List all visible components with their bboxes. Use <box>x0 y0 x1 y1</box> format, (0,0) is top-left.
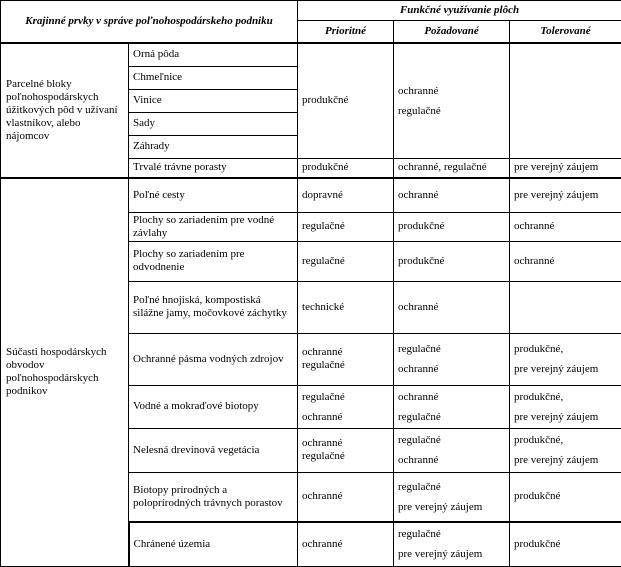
row4-tolerovane-1: produkčné, <box>514 343 564 355</box>
parcel-pozadovane <box>394 43 510 159</box>
row6-prioritne <box>298 428 394 472</box>
row4-pozadovane-2: ochranné <box>398 363 439 375</box>
row5-pozadovane <box>394 385 510 428</box>
row6-prioritne-1: ochranné <box>302 437 343 449</box>
item-vinice: Vinice <box>129 89 298 112</box>
item-sady: Sady <box>129 112 298 135</box>
row2-tolerovane: ochranné <box>510 241 621 281</box>
row6-pozadovane <box>394 428 510 472</box>
row4-tolerovane <box>510 333 621 385</box>
row5-prioritne-2: ochranné <box>302 410 343 423</box>
row4-prioritne-1: ochranné <box>302 346 343 358</box>
header-landscape-elements: Krajinné prvky v správe poľnohospodárskeho podniku <box>1 1 298 43</box>
row3-prioritne: technické <box>298 281 394 333</box>
row7-pozadovane <box>394 472 510 522</box>
row8-pozadovane-2: pre verejný záujem <box>398 548 483 561</box>
row2-prioritne: regulačné <box>298 241 394 281</box>
item-zahrady: Záhrady <box>129 135 298 158</box>
item-chranene-uzemia: Chránené územia <box>129 522 298 566</box>
row5-pozadovane-2: regulačné <box>398 410 441 423</box>
group-parcel-blocks: Parcelné bloky poľnohospodárskych úžitkových pôd v užívaní vlastníkov, alebo nájomcov <box>1 43 129 179</box>
row5-prioritne-1: regulačné <box>302 390 345 403</box>
row1-pozadovane: produkčné <box>394 212 510 241</box>
row4-tolerovane-2: pre verejný záujem <box>514 363 599 375</box>
row2-pozadovane: produkčné <box>394 241 510 281</box>
item-polne-cesty: Poľné cesty <box>129 178 298 212</box>
row7-pozadovane-2: pre verejný záujem <box>398 500 483 513</box>
row5-tolerovane-2: pre verejný záujem <box>514 410 599 423</box>
item-ochranne-pasma: Ochranné pásma vodných zdrojov <box>129 333 298 385</box>
row7-pozadovane-1: regulačné <box>398 480 441 493</box>
item-trvale-travne-porasty: Trvalé trávne porasty <box>129 158 298 178</box>
parcel-pozadovane-2: regulačné <box>398 104 441 117</box>
row3-tolerovane <box>510 281 621 333</box>
row5-tolerovane <box>510 385 621 428</box>
parcel-tolerovane <box>510 43 621 159</box>
header-pozadovane: Požadované <box>394 21 510 43</box>
row7-prioritne: ochranné <box>298 472 394 522</box>
header-tolerovane: Tolerované <box>510 21 621 43</box>
row1-prioritne: regulačné <box>298 212 394 241</box>
item-nelesna-vegetacia: Nelesná drevinová vegetácia <box>129 428 298 472</box>
grassland-pozadovane: ochranné, regulačné <box>394 158 510 178</box>
parcel-pozadovane-1: ochranné <box>398 84 439 97</box>
row5-pozadovane-1: ochranné <box>398 390 439 403</box>
item-plochy-zavlahy: Plochy so zariadením pre vodné závlahy <box>129 212 298 241</box>
row6-tolerovane-1: produkčné, <box>514 434 564 446</box>
row6-tolerovane <box>510 428 621 472</box>
parcel-prioritne: produkčné <box>298 43 394 159</box>
row6-tolerovane-2: pre verejný záujem <box>514 454 599 466</box>
row8-prioritne: ochranné <box>298 522 394 566</box>
row8-tolerovane: produkčné <box>510 522 621 566</box>
grassland-tolerovane: pre verejný záujem <box>510 158 621 178</box>
row6-prioritne-2: regulačné <box>302 450 345 462</box>
row4-prioritne-2: regulačné <box>302 359 345 371</box>
row7-tolerovane: produkčné <box>510 472 621 522</box>
row0-prioritne: dopravné <box>298 178 394 212</box>
grassland-prioritne: produkčné <box>298 158 394 178</box>
group-district-parts: Súčasti hospodárskych obvodov poľnohospodárskych podnikov <box>1 178 129 566</box>
row6-pozadovane-1: regulačné <box>398 434 441 446</box>
item-chmelnice: Chmeľnice <box>129 66 298 89</box>
item-biotopy-travnych-porastov: Biotopy prírodných a poloprírodných trávnych porastov <box>129 472 298 522</box>
row5-prioritne <box>298 385 394 428</box>
header-prioritne: Prioritné <box>298 21 394 43</box>
item-polne-hnojiska: Poľné hnojiská, kompostiská silážne jamy, močovkové záchytky <box>129 281 298 333</box>
row0-tolerovane: pre verejný záujem <box>510 178 621 212</box>
header-functional-use: Funkčné využívanie plôch <box>298 1 621 21</box>
row8-pozadovane <box>394 522 510 566</box>
item-vodne-biotopy: Vodné a mokraďové biotopy <box>129 385 298 428</box>
row4-pozadovane-1: regulačné <box>398 343 441 355</box>
row8-pozadovane-1: regulačné <box>398 528 441 541</box>
row3-pozadovane: ochranné <box>394 281 510 333</box>
row0-pozadovane: ochranné <box>394 178 510 212</box>
row6-pozadovane-2: ochranné <box>398 454 439 466</box>
row1-tolerovane: ochranné <box>510 212 621 241</box>
row4-prioritne <box>298 333 394 385</box>
row4-pozadovane <box>394 333 510 385</box>
item-plochy-odvodnenie: Plochy so zariadením pre odvodnenie <box>129 241 298 281</box>
row5-tolerovane-1: produkčné, <box>514 390 564 403</box>
item-orna-poda: Orná pôda <box>129 43 298 67</box>
